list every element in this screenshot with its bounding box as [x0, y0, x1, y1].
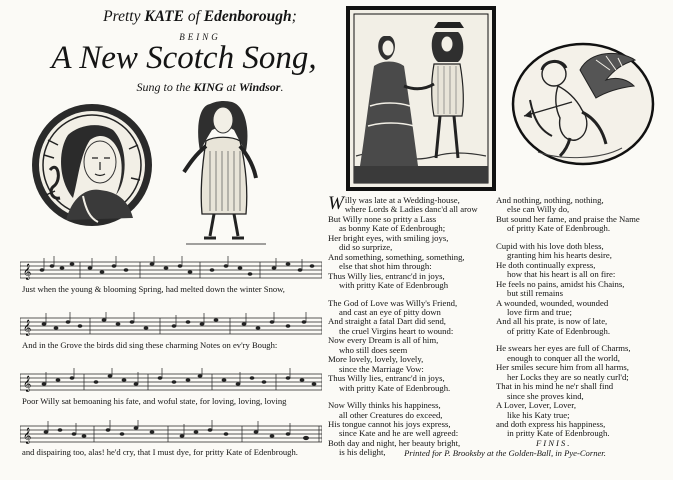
poem-column-1 [328, 193, 488, 458]
printer-imprint: Printed for P. Brooksby at the Golden-Ball, in Pye-Corner. [404, 448, 606, 458]
music-staff-1 [20, 256, 322, 284]
svg-text:𝄞: 𝄞 [23, 428, 32, 444]
lyric-line-3: Poor Willy sat bemoaning his fate, and woful state, for loving, loving, loving [22, 396, 287, 406]
title-being: BEING [179, 32, 221, 42]
music-staff-3 [20, 368, 322, 396]
finis-mark: FINIS. [536, 437, 572, 448]
title-main: A New Scotch Song, [51, 40, 317, 76]
poem-column-2 [496, 196, 666, 448]
svg-text:𝄞: 𝄞 [23, 376, 32, 392]
poem-stanza-5: Cupid with his love doth bless, granting him his hearts desire, He doth continually express, how that his heart is all on fire: He feels no pains, amidst his Chains, but still remains A wounded, wounded, wounded love firm and true; And all his prate, is now of late, of pritty Kate of Edenbrough. [496, 240, 625, 336]
woodcut-cupid [510, 40, 656, 168]
poem-stanza-4: And nothing, nothing, nothing, else can Willy do, But sound her fame, and praise the Name of pritty Kate of Edenbrough. [496, 195, 640, 234]
woodcut-couple [346, 6, 496, 191]
lyric-line-1: Just when the young & blooming Spring, had melted down the winter Snow, [22, 284, 285, 294]
woodcut-lady-portrait [28, 100, 158, 230]
music-staff-2 [20, 312, 322, 340]
poem-stanza-2: The God of Love was Willy's Friend, and cast an eye of pitty down And straight a fatal Dart did send, the cruel Virgins heart to wound: Now every Dream is all of him, who still does seem More lovely, lovely, lovely, since the Marriage Vow: Thus Willy lies, entranc'd in joys, with pritty Kate of Edenbrough. [328, 297, 458, 393]
svg-text:𝄞: 𝄞 [23, 320, 32, 336]
poem-stanza-1: Willy was late at a Wedding-house, where Lords & Ladies danc'd all arow But Willy none so pritty a Lass as bonny Kate of Edenbrough; Her bright eyes, with smiling joys, did so surprize, And something, something, something, else that shot him through: Thus Willy lies, entranc'd in joys, with pritty Kate of Edenbrough [328, 193, 478, 291]
drop-cap: W [328, 193, 344, 214]
svg-text:𝄞: 𝄞 [23, 264, 32, 280]
poem-stanza-3: Now Willy thinks his happiness, all other Creatures do exceed, His tongue cannot his joys express, since Kate and he are well agreed: Both day and night, her beauty bright, is his delight, [328, 400, 461, 458]
poem-stanza-6: He swears her eyes are full of Charms, enough to conquer all the world, Her smiles secure him from all harms, her Locks they are so neatly curl'd; That in his mind he ne'r shall find since she proves kind, A Lover, Lover, Lover, like his Katy true; and doth express his happiness, in pritty Kate of Edenbrough. FINIS. [496, 344, 666, 448]
lyric-line-2: And in the Grove the birds did sing these charming Notes on ev'ry Bough: [22, 340, 278, 350]
title-line-1: Pretty KATE of Edenborough; [103, 8, 297, 25]
title-sung: Sung to the KING at Windsor. [136, 80, 284, 94]
lyric-line-4: and dispairing too, alas! he'd cry, that I must dye, for pritty Kate of Edenbrough. [22, 447, 298, 457]
music-staff-4 [20, 420, 322, 448]
woodcut-gentleman [176, 96, 274, 246]
